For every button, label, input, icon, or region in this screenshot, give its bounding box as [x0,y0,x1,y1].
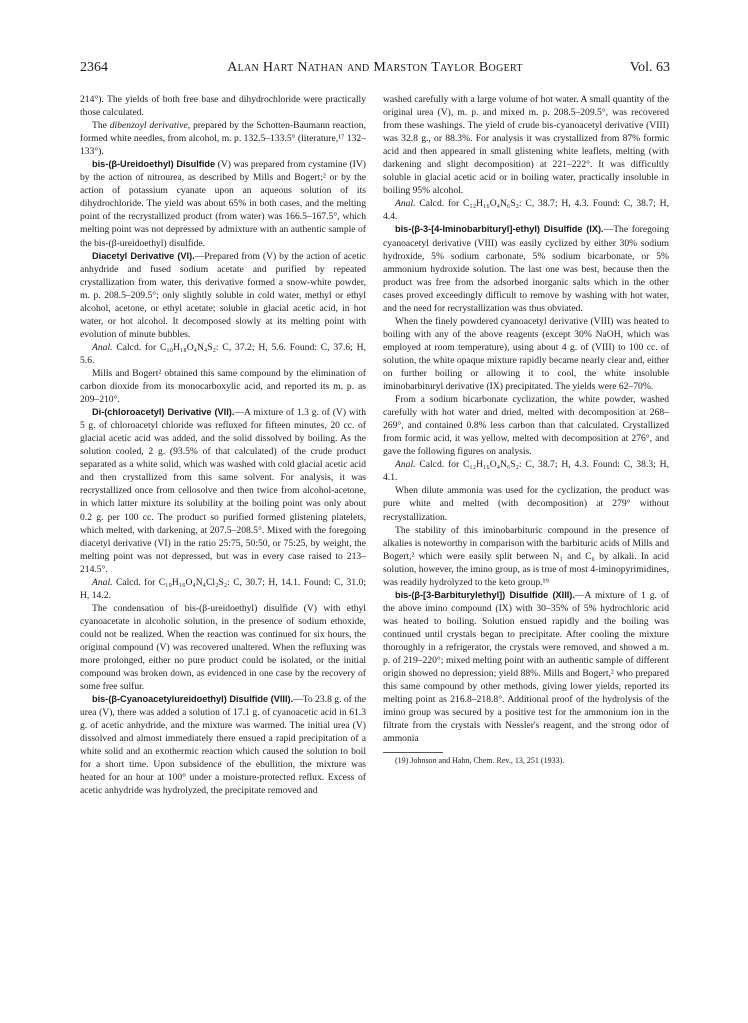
paragraph: washed carefully with a large volume of hot water. A small quantity of the original urea (V), m. p. and mixed m. p. 208.5–209.5°, was recovered from these washings. The yield of crude bis-cyanoacetyl derivative (VIII) was 32.8 g., or 88.3%. For analysis it was crystallized from 87% formic acid and then appeared in small glistening white leaflets, melting (with darkening and slight decomposition) at 221–222°. It was difficultly soluble in glacial acetic acid or in boiling water, practically insoluble in boiling 95% alcohol. [383,94,669,197]
paragraph: bis-(β-3-[4-Iminobarbituryl]-ethyl) Disulfide (IX).—The foregoing cyanoacetyl derivative (VIII) was easily cyclized by either 30% sodium hydroxide, 5% sodium carbonate, 5% sodium bicarbonate, or 5% ammonium hydroxide solution. The last one was best, because then the product was free from the adsorbed inorganic salts which in the other cases proved exceedingly difficult to remove by washing with hot water, and the need for recrystallization was thus obviated. [383,224,669,314]
section-heading: bis-(β-Cyanoacetylureidoethyl) Disulfide (VIII). [92,694,294,705]
right-column [383,93,669,766]
section-heading: Di-(chloroacetyl) Derivative (VII). [92,407,235,418]
section-heading: Diacetyl Derivative (VI). [92,250,195,261]
paragraph: bis-(β-Ureidoethyl) Disulfide (V) was prepared from cystamine (IV) by the action of nitrourea, as described by Mills and Bogert;² or by the action of potassium cyanate upon an aqueous solution of its dihydrochloride. The yield was about 65% in both cases, and the melting point of the recrystallized product (from water) was 166.5–167.5°, which melting point was not depressed by admixture with an authentic sample of the bis-(β-ureidoethyl) disulfide. [80,159,366,249]
analysis-line: Anal. Calcd. for C₁₀H₁₈O₄N₄S₂: C, 37.2; H, 5.6. Found: C, 37.6; H, 5.6. [80,341,366,366]
page-number: 2364 [80,60,108,75]
page-header [80,60,670,80]
left-column [80,93,366,798]
paragraph: When dilute ammonia was used for the cyclization, the product was pure white and melted (with decomposition) at 279° without recrystallization. [383,485,669,523]
analysis-line: Anal. Calcd. for C₁₀H₁₆O₄N₄Cl₂S₂: C, 30.7; H, 14.1. Found: C, 31.0; H, 14.2. [80,576,366,601]
paragraph: The dibenzoyl derivative, prepared by the Schotten-Baumann reaction, formed white needles, from alcohol, m. p. 132.5–133.5° (literature,¹⁷ 132–133°). [80,120,366,158]
footnote: (19) Johnson and Hahn, Chem. Rev., 13, 251 (1933). [395,756,565,766]
paragraph: bis-(β-Cyanoacetylureidoethyl) Disulfide (VIII).—To 23.8 g. of the urea (V), there was added a solution of 17.1 g. of cyanoacetic acid in 61.3 g. of acetic anhydride, and the mixture was warmed. The initial urea (V) dissolved and almost immediately there ensued a rapid precipitation of a white solid and an exothermic reaction which caused the solution to boil for a short time. Upon subsidence of the ebullition, the mixture was heated for an hour at 100° under a moisture-protected reflux. Excess of acetic anhydride was hydrolyzed, the precipitate removed and [80,694,366,797]
paragraph: bis-(β-[3-Barbiturylethyl]) Disulfide (XIII).—A mixture of 1 g. of the above imino compound (IX) with 30–35% of 5% hydrochloric acid was heated to boiling. Solution ensued rapidly and the boiling was continued until crystals began to precipitate. After cooling the mixture thoroughly in a refrigerator, the crystals were removed, and showed a m. p. of 219–220°; mixed melting point with an authentic sample of different origin showed no depression; yield 88%. Mills and Bogert,² who prepared this same compound by other methods, giving lower yields, reported its melting point as 216.8–218.8°. Additional proof of the hydrolysis of the imino group was secured by a positive test for the ammonium ion in the filtrate from the crystals with Nessler's reagent, and the strong odor of ammonia [383,589,669,745]
paragraph: When the finely powdered cyanoacetyl derivative (VIII) was heated to boiling with any of the above reagents (except 30% NaOH, which was employed at room temperature), using about 4 g. of (VIII) to 100 cc. of solution, the white opaque mixture rapidly became nearly clear and, either on further boiling or allowing it to cool, the white insoluble iminobarbituryl derivative (IX) precipitated. The yields were 62–70%. [383,315,669,393]
section-heading: bis-(β-[3-Barbiturylethyl]) Disulfide (XIII). [395,589,575,600]
paragraph: Diacetyl Derivative (VI).—Prepared from (V) by the action of acetic anhydride and fused sodium acetate and purified by repeated crystallization from water, this derivative formed a snow-white powder, m. p. 208.5–209.5°; only slightly soluble in cold water, methyl or ethyl alcohol, acetone, or ethyl acetate; soluble in glacial acetic acid, in hot water, or hot alcohol. It decomposed slowly at its melting point with evolution of minute bubbles. [80,250,366,340]
paragraph: Di-(chloroacetyl) Derivative (VII).—A mixture of 1.3 g. of (V) with 5 g. of chloroacetyl chloride was refluxed for fifteen minutes, 20 cc. of glacial acetic acid was added, and the solid dissolved by boiling. As the solution cooled, 2 g. (93.5% of that calculated) of the crude product separated as a white solid, which was washed with cold glacial acetic acid and then crystallized from this same solvent. For analysis, it was recrystallized once from cellosolve and then twice from alcohol-acetone, in which latter mixture its solubility at the boiling point was only about 0.2 g. per 100 cc. The product so purified formed glistening platelets, which melted, with darkening, at 207.5–208.5°. Mixed with the foregoing diacetyl derivative (VI) in the ratio 25:75, 50:50, or 75:25, by weight, the melting point was not depressed, but was in every case raised to 213–214.5°. [80,407,366,575]
paragraph: The condensation of bis-(β-ureidoethyl) disulfide (V) with ethyl cyanoacetate in alcoholic solution, in the presence of sodium ethoxide, could not be realized. When the reaction was continued for six hours, the original compound (V) was recovered unaltered. When the refluxing was more prolonged, either no pure product could be isolated, or the initial compound was broken down, as evidenced in one case by the recovery of some free sulfur. [80,602,366,693]
volume-label: Vol. 63 [629,60,670,75]
paragraph: 214°). The yields of both free base and dihydrochloride were practically those calculated. [80,94,366,119]
running-title: Alan Hart Nathan and Marston Taylor Bogert [227,60,523,75]
paragraph: From a sodium bicarbonate cyclization, the white powder, washed carefully with hot water and dried, melted with decomposition at 268–269°, and contained 0.8% less carbon than that calculated. Crystallized from formic acid, it was yellow, melted with decomposition at 276°, and gave the following figures on analysis. [383,394,669,458]
paragraph: Mills and Bogert² obtained this same compound by the elimination of carbon dioxide from its monocarboxylic acid, and reported its m. p. as 209–210°. [80,367,366,406]
section-heading: bis-(β-Ureidoethyl) Disulfide [92,159,216,170]
analysis-line: Anal. Calcd. for C₁₂H₁₆O₄N₆S₂: C, 38.7; H, 4.3. Found: C, 38.7; H, 4.4. [383,198,669,223]
analysis-line: Anal. Calcd. for C₁₂H₁₆O₄N₆S₂: C, 38.7; H, 4.3. Found: C, 38.3; H, 4.1. [383,459,669,484]
section-heading: bis-(β-3-[4-Iminobarbituryl]-ethyl) Disulfide (IX). [395,224,604,235]
footnote-rule [383,752,443,753]
paragraph: The stability of this iminobarbituric compound in the presence of alkalies is noteworthy in comparison with the barbituric acids of Mills and Bogert,² which were easily split between N₁ and C₆ by alkali. In acid solution, however, the imino group, as is true of most 4-iminopyrimidines, was readily hydrolyzed to the keto group.¹⁹ [383,524,669,588]
